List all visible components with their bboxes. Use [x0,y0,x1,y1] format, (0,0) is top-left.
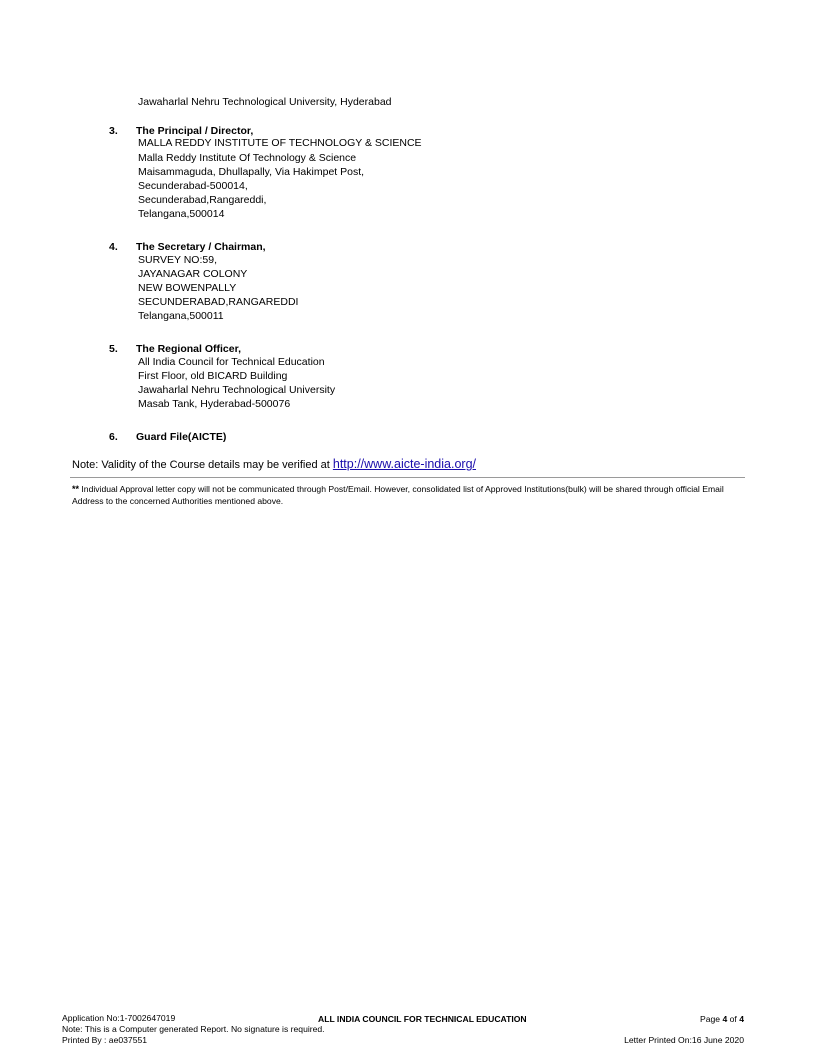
recipient-address-line: SECUNDERABAD,RANGAREDDI [138,296,299,308]
recipient-address-line: Secunderabad-500014, [138,180,248,192]
footer-page-number [700,1014,744,1025]
recipient-address-line: NEW BOWENPALLY [138,282,237,294]
footnote-marker: ** [72,484,80,494]
recipient-address-line: First Floor, old BICARD Building [138,370,288,382]
recipient-address-line: Jawaharlal Nehru Technological University [138,384,336,396]
recipient-heading: The Secretary / Chairman, [136,241,266,253]
recipient-address-line: Malla Reddy Institute Of Technology & Science [138,152,357,164]
aicte-website-link[interactable]: http://www.aicte-india.org/ [332,457,476,471]
recipient-number: 3. [109,125,118,137]
recipient-address-line: Telangana,500011 [138,310,224,322]
recipient-address-line: All India Council for Technical Education [138,356,325,368]
footer-printed-by: Printed By : ae037551 [62,1035,148,1045]
recipient-address-line: JAYANAGAR COLONY [138,268,248,280]
footer-computer-note: Note: This is a Computer generated Report. No signature is required. [62,1024,325,1034]
recipient-address-line: Masab Tank, Hyderabad-500076 [138,398,291,410]
recipient-address-line: Telangana,500014 [138,208,225,220]
recipient-address-line: MALLA REDDY INSTITUTE OF TECHNOLOGY & SCIENCE [138,137,422,149]
recipient-heading: The Regional Officer, [136,343,242,355]
recipient-heading: Guard File(AICTE) [136,431,227,443]
recipient-number: 5. [109,343,118,355]
recipient-address-line: Secunderabad,Rangareddi, [138,194,267,206]
footer-council-name: ALL INDIA COUNCIL FOR TECHNICAL EDUCATION [318,1014,527,1024]
recipient-heading: The Principal / Director, [136,125,254,137]
recipient-address-line: Maisammaguda, Dhullapally, Via Hakimpet Post, [138,166,365,178]
top-address-line: Jawaharlal Nehru Technological University, Hyderabad [138,96,392,108]
footer-printed-on: Letter Printed On:16 June 2020 [624,1035,744,1045]
recipient-number: 6. [109,431,118,443]
page-current: 4 [722,1014,728,1024]
footnote [72,483,744,507]
validity-note [72,457,476,471]
page-total: 4 [739,1014,744,1024]
page-prefix: Page [700,1014,723,1024]
recipient-number: 4. [109,241,118,253]
recipient-address-line: SURVEY NO:59, [138,254,217,266]
page-of: of [727,1014,740,1024]
divider-line [70,477,745,478]
footnote-text: Individual Approval letter copy will not be communicated through Post/Email. However, consolidated list of Approved Institutions(bulk) will be shared through official Email Address to the concerned Authorities mentioned above. [72,484,724,506]
footer-application-no: Application No:1-7002647019 [62,1013,176,1023]
validity-note-text: Note: Validity of the Course details may be verified at [72,459,333,471]
